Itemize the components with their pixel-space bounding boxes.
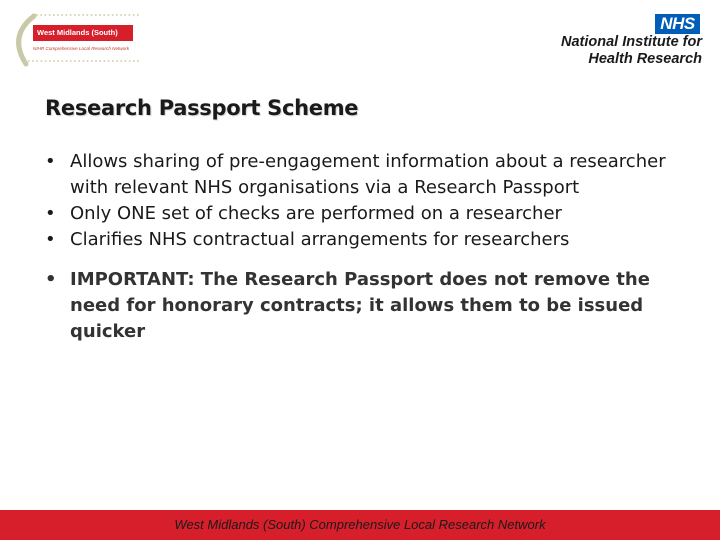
bullet-symbol: • [45, 151, 56, 172]
footer-text: West Midlands (South) Comprehensive Local Research Network [174, 517, 546, 532]
nihr-name-line1: National Institute for [561, 34, 702, 50]
nhs-badge: NHS [655, 14, 700, 34]
logo-name-box: West Midlands (South) [33, 25, 133, 41]
bullet-item [45, 227, 685, 253]
footer-bar [0, 510, 720, 540]
bullet-item-important [45, 267, 685, 345]
bullet-text: Clarifies NHS contractual arrangements for researchers [70, 229, 570, 250]
bullet-item [45, 201, 685, 227]
bullet-text: Only ONE set of checks are performed on a researcher [70, 203, 562, 224]
clrn-logo [4, 6, 144, 82]
bullet-symbol: • [45, 203, 56, 224]
bullet-list [45, 149, 685, 345]
bullet-text: Allows sharing of pre-engagement information about a researcher with relevant NHS organisations via a Research Passport [70, 151, 666, 198]
bullet-symbol: • [45, 229, 56, 250]
nihr-name-line2: Health Research [588, 51, 702, 67]
bullet-text: IMPORTANT: The Research Passport does not remove the need for honorary contracts; it allows them to be issued quicker [70, 269, 650, 342]
logo-dotted-swoosh [4, 6, 144, 82]
bullet-symbol: • [45, 269, 57, 290]
logo-subtitle: NIHR Comprehensive Local Research Network [33, 46, 129, 51]
slide-title: Research Passport Scheme [45, 96, 359, 120]
bullet-item [45, 149, 685, 201]
